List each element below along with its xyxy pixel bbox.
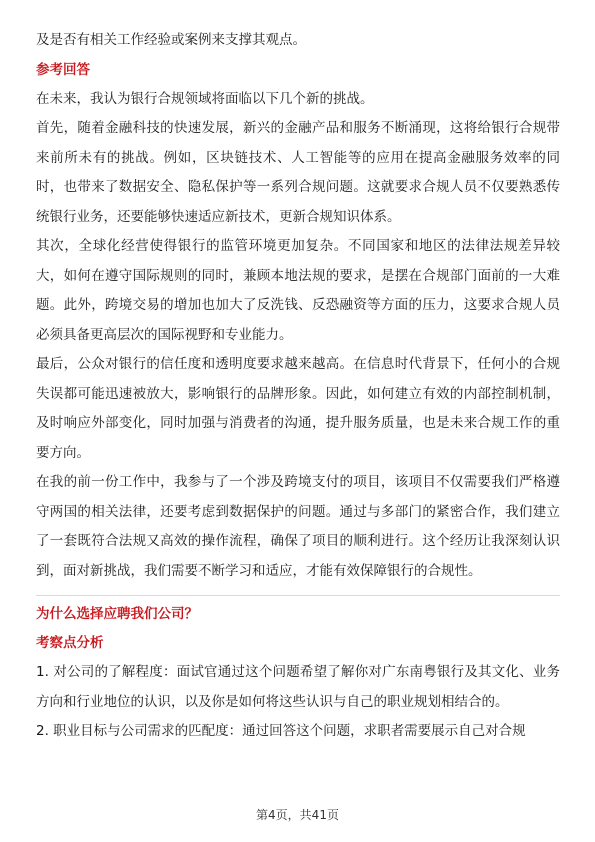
analysis-item: 1. 对公司的了解程度：面试官通过这个问题希望了解你对广东南粤银行及其文化、业务方向和行业地位的认识，以及你是如何将这些认识与自己的职业规划相结合的。 (36, 664, 560, 710)
answer-paragraph: 其次，全球化经营使得银行的监管环境更加复杂。不同国家和地区的法律法规差异较大，如何在遵守国际规则的同时，兼顾本地法规的要求，是摆在合规部门面前的一大难题。此外，跨境交易的增加也加大了反洗钱、反恐融资等方面的压力，这要求合规人员必须具备更高层次的国际视野和专业能力。 (36, 238, 560, 343)
answer-paragraph: 最后，公众对银行的信任度和透明度要求越来越高。在信息时代背景下，任何小的合规失误都可能迅速被放大，影响银行的品牌形象。因此，如何建立有效的内部控制机制，及时响应外部变化，同时加强与消费者的沟通，提升服务质量，也是未来合规工作的重要方向。 (36, 356, 560, 461)
analysis-item: 2. 职业目标与公司需求的匹配度：通过回答这个问题，求职者需要展示自己对合规 (36, 723, 526, 739)
answer-paragraph: 首先，随着金融科技的快速发展，新兴的金融产品和服务不断涌现，这将给银行合规带来前所未有的挑战。例如，区块链技术、人工智能等的应用在提高金融服务效率的同时，也带来了数据安全、隐私保护等一系列合规问题。这就要求合规人员不仅要熟悉传统银行业务，还要能够快速适应新技术，更新合规知识体系。 (36, 120, 560, 225)
page-number: 第4页，共41页 (256, 808, 339, 822)
question-title: 为什么选择应聘我们公司？ (36, 606, 198, 622)
section-divider (36, 595, 560, 596)
document-page (36, 26, 560, 747)
answer-paragraph: 在我的前一份工作中，我参与了一个涉及跨境支付的项目，该项目不仅需要我们严格遵守两国的相关法律，还要考虑到数据保护的问题。通过与多部门的紧密合作，我们建立了一套既符合法规又高效的操作流程，确保了项目的顺利进行。这个经历让我深刻认识到，面对新挑战，我们需要不断学习和适应，才能有效保障银行的合规性。 (36, 474, 560, 579)
answer-paragraph: 在未来，我认为银行合规领域将面临以下几个新的挑战。 (36, 90, 374, 107)
intro-tail-text: 及是否有相关工作经验或案例来支撑其观点。 (36, 32, 306, 48)
answer-heading: 参考回答 (36, 61, 90, 78)
analysis-heading: 考察点分析 (36, 635, 104, 651)
